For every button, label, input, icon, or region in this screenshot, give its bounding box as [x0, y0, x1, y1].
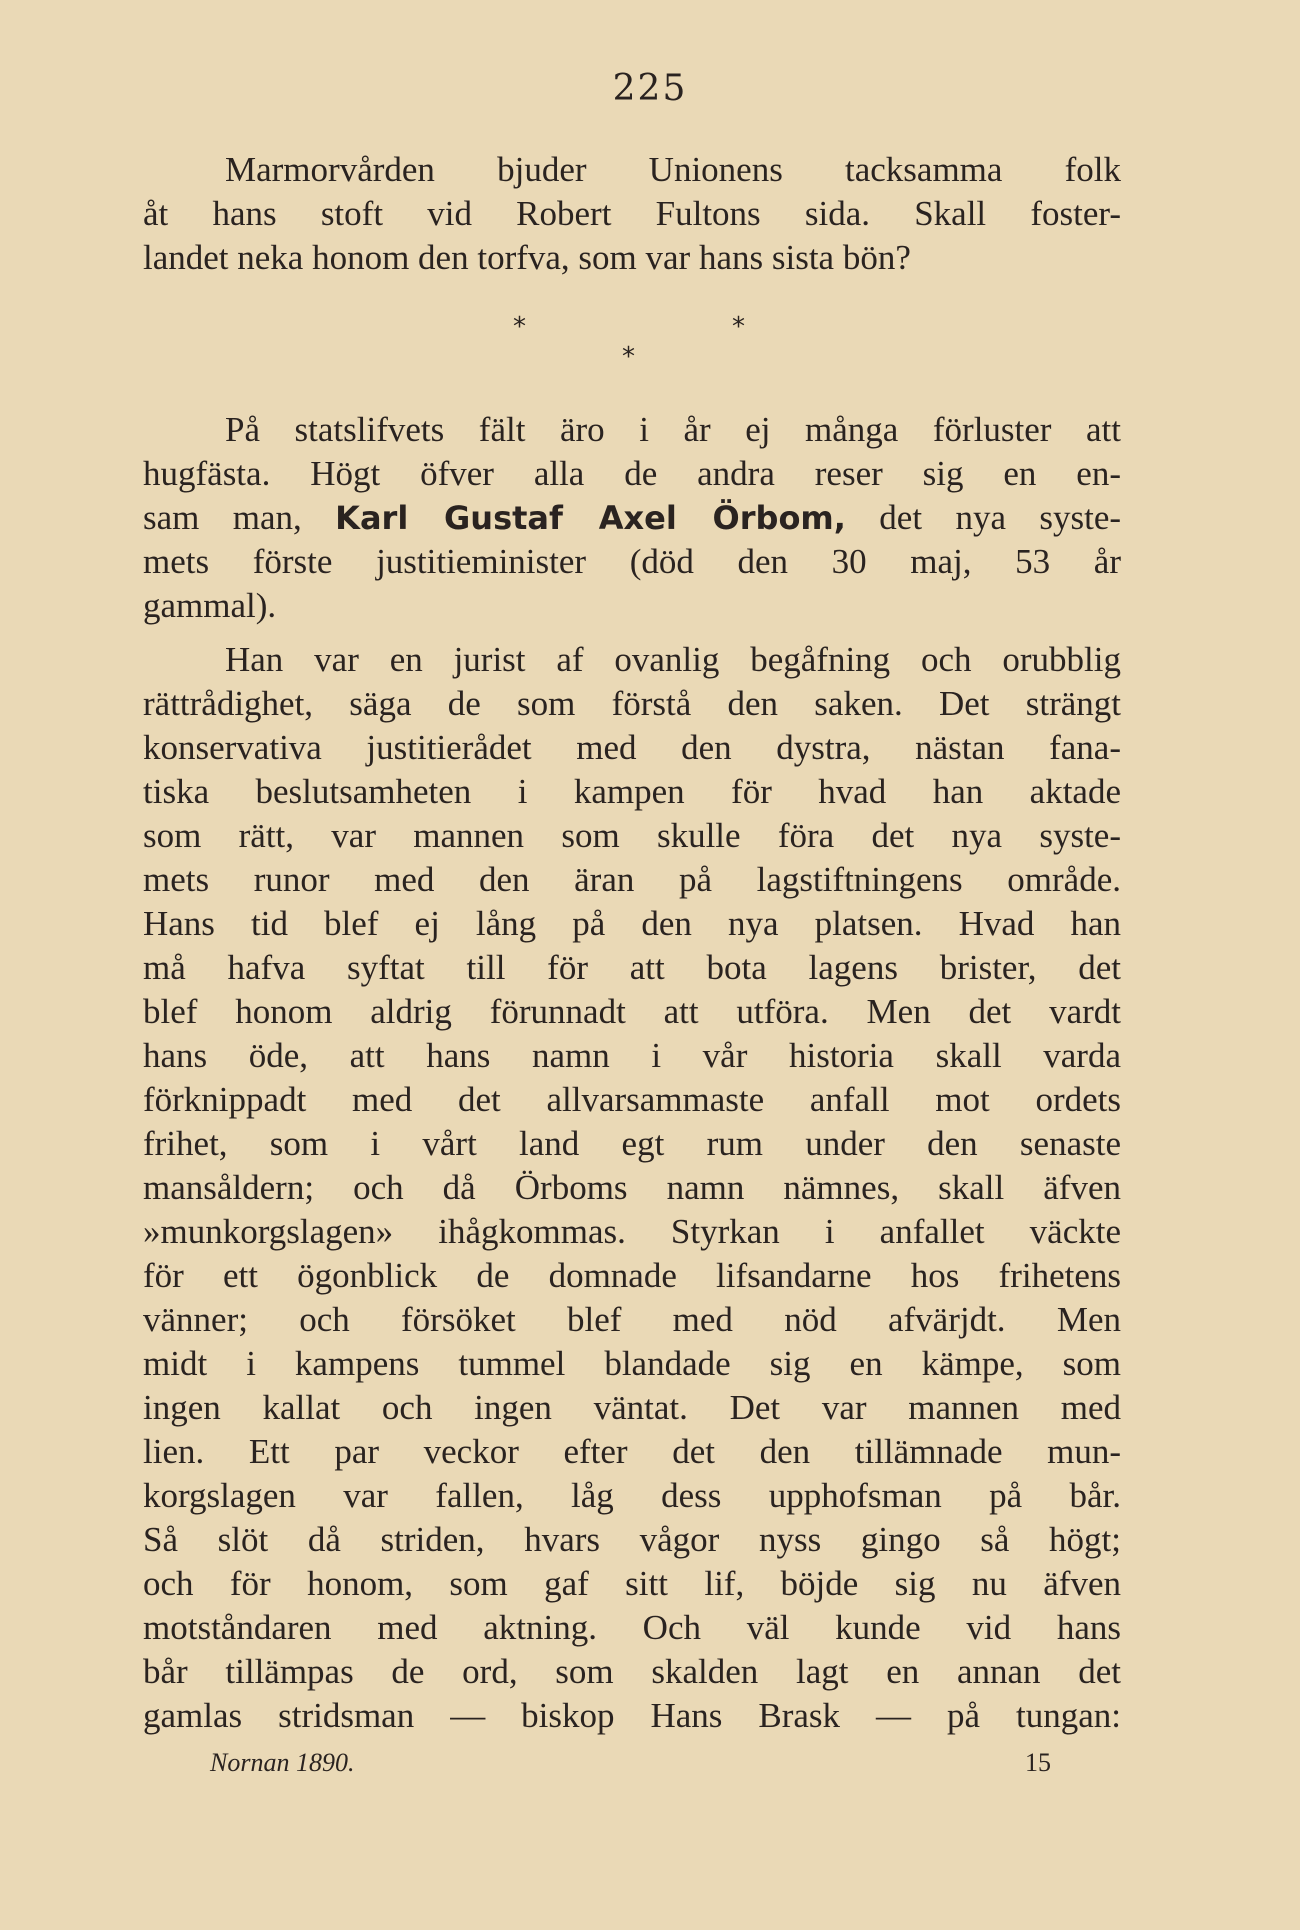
- text-line: På statslifvets fält äro i år ej många förluster att: [225, 410, 1121, 449]
- text-line: Marmorvården bjuder Unionens tacksamma folk: [225, 150, 1121, 189]
- asterisk-mark: *: [622, 342, 635, 372]
- text-line: må hafva syftat till för att bota lagens brister, det: [143, 948, 1121, 987]
- text-line: åt hans stoft vid Robert Fultons sida. Skall foster-: [143, 194, 1121, 233]
- text-line: lien. Ett par veckor efter det den tillämnade mun-: [143, 1432, 1121, 1471]
- text-line: hans öde, att hans namn i vår historia skall varda: [143, 1036, 1121, 1075]
- text-line: »munkorgslagen» ihågkommas. Styrkan i anfallet väckte: [143, 1212, 1121, 1251]
- section-separator: [0, 312, 1300, 402]
- text-line: tiska beslutsamheten i kampen för hvad han aktade: [143, 772, 1121, 811]
- text-line: vänner; och försöket blef med nöd afvärjdt. Men: [143, 1300, 1121, 1339]
- footer-source: Nornan 1890.: [210, 1748, 355, 1777]
- text-span: sam man,: [143, 498, 336, 537]
- text-line: som rätt, var mannen som skulle föra det nya syste-: [143, 816, 1121, 855]
- text-line: korgslagen var fallen, låg dess upphofsman på bår.: [143, 1476, 1121, 1515]
- asterisk-mark: *: [513, 312, 526, 342]
- text-line: ingen kallat och ingen väntat. Det var mannen med: [143, 1388, 1121, 1427]
- text-line: bår tillämpas de ord, som skalden lagt en annan det: [143, 1652, 1121, 1691]
- text-line: motståndaren med aktning. Och väl kunde vid hans: [143, 1608, 1121, 1647]
- text-line: midt i kampens tummel blandade sig en kämpe, som: [143, 1344, 1121, 1383]
- footer-sheet-number: 15: [1025, 1748, 1051, 1777]
- text-line: hugfästa. Högt öfver alla de andra reser sig en en-: [143, 454, 1121, 493]
- text-span: det nya syste-: [845, 498, 1122, 537]
- text-line: Hans tid blef ej lång på den nya platsen. Hvad han: [143, 904, 1121, 943]
- text-line: gamlas stridsman — biskop Hans Brask — på tungan:: [143, 1696, 1121, 1735]
- text-line: landet neka honom den torfva, som var hans sista bön?: [143, 238, 911, 277]
- text-line: Så slöt då striden, hvars vågor nyss gingo så högt;: [143, 1520, 1121, 1559]
- text-line: frihet, som i vårt land egt rum under den senaste: [143, 1124, 1121, 1163]
- text-line: för ett ögonblick de domnade lifsandarne hos frihetens: [143, 1256, 1121, 1295]
- text-line: [143, 496, 1121, 540]
- text-line: blef honom aldrig förunnadt att utföra. Men det vardt: [143, 992, 1121, 1031]
- text-line: mets runor med den äran på lagstiftningens område.: [143, 860, 1121, 899]
- person-name: Karl Gustaf Axel Örbom,: [335, 499, 846, 537]
- text-line: och för honom, som gaf sitt lif, böjde sig nu äfven: [143, 1564, 1121, 1603]
- text-line: förknippadt med det allvarsammaste anfall mot ordets: [143, 1080, 1121, 1119]
- text-line: rättrådighet, säga de som förstå den saken. Det strängt: [143, 684, 1121, 723]
- text-line: Han var en jurist af ovanlig begåfning och orubblig: [225, 640, 1121, 679]
- text-line: konservativa justitierådet med den dystra, nästan fana-: [143, 728, 1121, 767]
- text-line: gammal).: [143, 586, 277, 625]
- text-line: mets förste justitieminister (död den 30 maj, 53 år: [143, 542, 1121, 581]
- text-line: mansåldern; och då Örboms namn nämnes, skall äfven: [143, 1168, 1121, 1207]
- page-number: 225: [612, 68, 688, 109]
- asterisk-mark: *: [732, 312, 745, 342]
